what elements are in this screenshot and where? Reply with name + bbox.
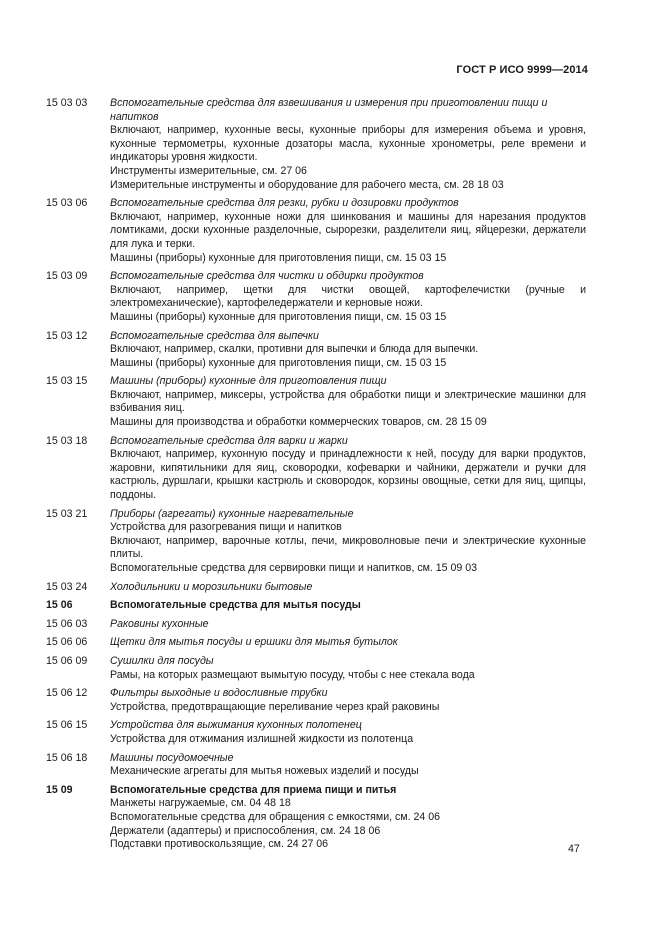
entry-code: 15 03 18 <box>46 434 88 447</box>
entry-description-line: Включают, например, щетки для чистки овощей, картофелечистки (ручные и электромеханические), картофеледержатели и керновые ножи. <box>110 283 586 310</box>
entry-description-line: Машины (приборы) кухонные для приготовления пищи, см. 15 03 15 <box>110 251 447 264</box>
section-entry <box>46 599 586 613</box>
entry-code: 15 09 <box>46 783 73 796</box>
entry-description-line: Подставки противоскользящие, см. 24 27 06 <box>110 838 329 851</box>
entry-code: 15 06 18 <box>46 751 88 764</box>
classification-entry <box>46 197 586 265</box>
entry-title: Устройства для выжимания кухонных полотенец <box>110 719 362 732</box>
entry-title: Фильтры выходные и водосливные трубки <box>110 687 328 700</box>
entry-title: Вспомогательные средства для взвешивания и измерения при приготовлении пищи и напитков <box>110 97 548 123</box>
entry-title: Вспомогательные средства для варки и жарки <box>110 434 348 447</box>
entry-code: 15 03 06 <box>46 197 88 210</box>
classification-entry <box>46 687 586 714</box>
entry-code: 15 03 24 <box>46 580 88 593</box>
entry-description-line: Рамы, на которых размещают вымытую посуду, чтобы с нее стекала вода <box>110 668 475 681</box>
entry-description-line: Вспомогательные средства для обращения с емкостями, см. 24 06 <box>110 810 440 823</box>
entry-title: Вспомогательные средства для резки, рубки и дозировки продуктов <box>110 197 459 210</box>
entry-title: Вспомогательные средства для мытья посуды <box>110 599 361 612</box>
entry-code: 15 06 09 <box>46 654 88 667</box>
entry-title: Вспомогательные средства для чистки и обдирки продуктов <box>110 270 424 283</box>
entry-description-line: Манжеты нагружаемые, см. 04 48 18 <box>110 797 291 810</box>
page-number: 47 <box>568 843 580 855</box>
entry-description-line: Машины (приборы) кухонные для приготовления пищи, см. 15 03 15 <box>110 356 447 369</box>
entry-description-line: Включают, например, кухонные весы, кухонные приборы для измерения объема и уровня, кухонные термометры, кухонные дозаторы масла, кухонные хронометры, реле времени и индикаторы уровня жидкости. <box>110 124 586 164</box>
classification-entry <box>46 618 586 632</box>
entry-title: Щетки для мытья посуды и ершики для мытья бутылок <box>110 636 398 649</box>
entry-title: Сушилки для посуды <box>110 654 214 667</box>
classification-entry <box>46 752 586 779</box>
entry-code: 15 06 06 <box>46 636 88 649</box>
entry-code: 15 06 12 <box>46 687 88 700</box>
entry-description-line: Инструменты измерительные, см. 27 06 <box>110 164 307 177</box>
classification-entry <box>46 508 586 576</box>
classification-entry <box>46 655 586 682</box>
entry-code: 15 06 15 <box>46 719 88 732</box>
classification-entry <box>46 330 586 371</box>
document-header: ГОСТ Р ИСО 9999—2014 <box>456 64 588 76</box>
entry-title: Вспомогательные средства для выпечки <box>110 329 319 342</box>
entry-description-line: Устройства, предотвращающие переливание через край раковины <box>110 700 440 713</box>
entry-description-line: Держатели (адаптеры) и приспособления, см. 24 18 06 <box>110 824 381 837</box>
entry-description-line: Включают, например, скалки, противни для выпечки и блюда для выпечки. <box>110 343 479 356</box>
section-entry <box>46 784 586 852</box>
entry-title: Машины посудомоечные <box>110 751 234 764</box>
classification-entry <box>46 270 586 324</box>
entry-title: Холодильники и морозильники бытовые <box>110 580 313 593</box>
entry-title: Раковины кухонные <box>110 617 209 630</box>
entry-description-line: Включают, например, варочные котлы, печи, микроволновые печи и электрические кухонные плиты. <box>110 534 586 561</box>
entry-description-line: Включают, например, кухонные ножи для шинкования и машины для нарезания продуктов ломтиками, доски кухонные разделочные, сырорезки, разделители яиц, яйцерезки, держатели для лука и терки. <box>110 210 586 250</box>
entry-title: Приборы (агрегаты) кухонные нагревательные <box>110 507 354 520</box>
entry-description-line: Вспомогательные средства для сервировки пищи и напитков, см. 15 09 03 <box>110 562 478 574</box>
entry-description-line: Устройства для разогревания пищи и напитков <box>110 521 342 534</box>
entry-description-line: Машины для производства и обработки коммерческих товаров, см. 28 15 09 <box>110 416 487 429</box>
entry-description-line: Механические агрегаты для мытья ножевых изделий и посуды <box>110 765 419 778</box>
entry-description-line: Устройства для отжимания излишней жидкости из полотенца <box>110 732 414 745</box>
entry-code: 15 03 21 <box>46 507 88 520</box>
entry-code: 15 03 09 <box>46 270 88 283</box>
entry-code: 15 03 12 <box>46 329 88 342</box>
entry-title: Машины (приборы) кухонные для приготовления пищи <box>110 375 387 388</box>
entry-code: 15 03 03 <box>46 97 88 109</box>
classification-list <box>46 97 586 857</box>
classification-entry <box>46 636 586 650</box>
classification-entry <box>46 719 586 746</box>
entry-title: Вспомогательные средства для приема пищи и питья <box>110 783 397 796</box>
entry-code: 15 03 15 <box>46 375 88 388</box>
classification-entry <box>46 97 586 192</box>
entry-description-line: Машины (приборы) кухонные для приготовления пищи, см. 15 03 15 <box>110 310 447 323</box>
entry-description-line: Включают, например, кухонную посуду и принадлежности к ней, посуду для варки продуктов, жаровни, кипятильники для яиц, сковородки, кофеварки и чайники, держатели и ручки для кастрюль, дуршлаги, крышки кастрюль и сковородок, корзины овощные, сетки для яиц, щипцы, поддоны. <box>110 448 586 502</box>
entry-code: 15 06 <box>46 599 73 612</box>
classification-entry <box>46 581 586 595</box>
classification-entry <box>46 375 586 429</box>
entry-description-line: Включают, например, миксеры, устройства для обработки пищи и электрические машинки для взбивания яиц. <box>110 388 586 415</box>
entry-description-line: Измерительные инструменты и оборудование для рабочего места, см. 28 18 03 <box>110 178 504 191</box>
classification-entry <box>46 435 586 503</box>
entry-code: 15 06 03 <box>46 617 88 630</box>
